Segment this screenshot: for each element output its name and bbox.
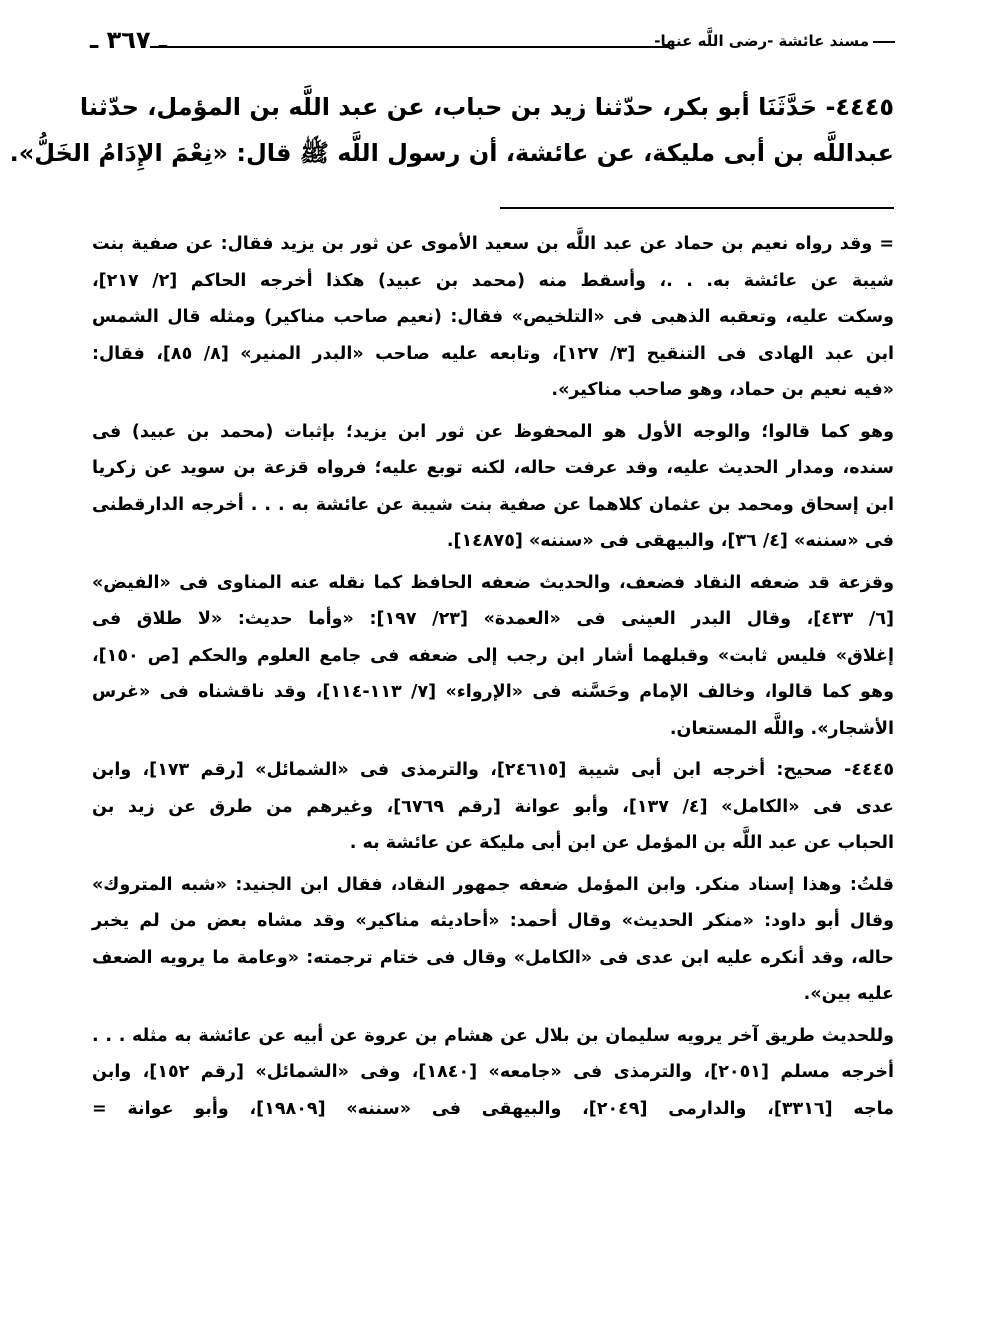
footnote-line: ٤٤٤٥- صحيح: أخرجه ابن أبى شيبة [٢٤٦١٥]، والترمذى فى «الشمائل» [رقم ١٧٣]، وابن <box>92 760 895 780</box>
footnote-line: سنده، ومدار الحديث عليه، وقد عرفت حاله، لكنه توبع عليه؛ فرواه قزعة بن سويد عن زكريا <box>92 458 894 478</box>
footnote-line: وقال أبو داود: «منكر الحديث» وقال أحمد: «أحاديثه مناكير» وقد مشاه بعض من لم يخبر <box>92 911 894 931</box>
footnote-line: شيبة عن عائشة به. . .، وأسقط منه (محمد بن عبيد) هكذا أخرجه الحاكم [٢/ ٢١٧]، <box>92 270 895 291</box>
hadith-text <box>9 84 894 176</box>
footnote-paragraph <box>92 414 894 560</box>
footnote-line: وهو كما قالوا، وخالف الإمام وحَسَّنه فى «الإرواء» [٧/ ١١٣-١١٤]، وقد ناقشناه فى «غرس <box>92 682 895 702</box>
footnote-line: إغلاق» فليس ثابت» وقبلهما أشار ابن رجب إلى ضعفه فى جامع العلوم والحكم [ص ١٥٠]، <box>92 645 894 666</box>
footnote-line: فى «سننه» [٤/ ٣٦]، والبيهقى فى «سننه» [١٤٨٧٥]. <box>446 531 894 551</box>
footnote-paragraph <box>92 1018 894 1128</box>
footnote-line: وللحديث طريق آخر يرويه سليمان بن بلال عن هشام بن عروة عن أبيه عن عائشة به مثله . . . <box>92 1025 894 1046</box>
footnote-line: وسكت عليه، وتعقبه الذهبى فى «التلخيص» فقال: (نعيم صاحب مناكير) ومثله قال الشمس <box>92 307 894 327</box>
footnote-line: عدى فى «الكامل» [٤/ ١٣٧]، وأبو عوانة [رقم ٦٧٦٩]، وغيرهم من طرق عن زيد بن <box>92 796 894 817</box>
footnote-line: [٦/ ٤٣٣]، وقال البدر العينى فى «العمدة» [٢٣/ ١٩٧]: «وأما حديث: «لا طلاق فى <box>92 609 894 629</box>
footnote-paragraph <box>92 565 894 748</box>
running-title: مسند عائشة -رضى اللَّه عنها- <box>654 32 895 50</box>
footnote-line: عليه بين». <box>803 984 894 1004</box>
footnote-line: وقزعة قد ضعفه النقاد فضعف، والحديث ضعفه الحافظ كما نقله عنه المناوى فى «الفيض» <box>92 572 894 593</box>
footnote-line: ماجه [٣٣١٦]، والدارمى [٢٠٤٩]، والبيهقى فى «سننه» [١٩٨٠٩]، وأبو عوانة = <box>92 1098 894 1119</box>
footnote-line: أخرجه مسلم [٢٠٥١]، والترمذى فى «جامعه» [١٨٤٠]، وفى «الشمائل» [رقم ١٥٢]، وابن <box>92 1062 894 1082</box>
footnote-paragraph <box>92 226 894 409</box>
footnote-line: «فيه نعيم بن حماد، وهو صاحب مناكير». <box>551 380 894 400</box>
running-header <box>90 26 895 60</box>
footnote-line: = وقد رواه نعيم بن حماد عن عبد اللَّه بن سعيد الأموى عن ثور بن يزيد فقال: عن صفية بنت <box>92 234 894 254</box>
header-rule <box>150 46 670 48</box>
footnote-line: الأشجار». واللَّه المستعان. <box>669 718 894 739</box>
footnote-line: ابن إسحاق ومحمد بن عثمان كلاهما عن صفية بنت شيبة عن عائشة به . . . أخرجه الدارقطنى <box>92 494 894 515</box>
footnote-separator <box>500 207 894 209</box>
footnote-paragraph <box>92 752 894 862</box>
footnote-line: قلتُ: وهذا إسناد منكر. وابن المؤمل ضعفه جمهور النقاد، فقال ابن الجنيد: «شبه المتروك» <box>92 874 894 895</box>
footnote-paragraph <box>92 867 894 1013</box>
footnote-line: حاله، وقد أنكره عليه ابن عدى فى «الكامل» وقال فى ختام ترجمته: «وعامة ما يرويه الضعف <box>92 947 894 968</box>
page-number: ـ ٣٦٧ ـ <box>90 26 168 54</box>
footnotes <box>92 226 894 1132</box>
hadith-line: عبداللَّه بن أبى مليكة، عن عائشة، أن رسول اللَّه ﷺ قال: «نِعْمَ الإِدَامُ الخَلُّ». <box>9 139 894 167</box>
hadith-line: ٤٤٤٥- حَدَّثَنَا أبو بكر، حدّثنا زيد بن حباب، عن عبد اللَّه بن المؤمل، حدّثنا <box>79 93 894 121</box>
footnote-line: الحباب عن عبد اللَّه بن المؤمل عن ابن أبى مليكة عن عائشة به . <box>349 833 894 853</box>
footnote-line: ابن عبد الهادى فى التنقيح [٣/ ١٢٧]، وتابعه عليه صاحب «البدر المنير» [٨/ ٨٥]، فقال: <box>92 343 895 364</box>
footnote-line: وهو كما قالوا؛ والوجه الأول هو المحفوظ عن ثور ابن يزيد؛ بإثبات (محمد بن عبيد) فى <box>92 421 894 442</box>
